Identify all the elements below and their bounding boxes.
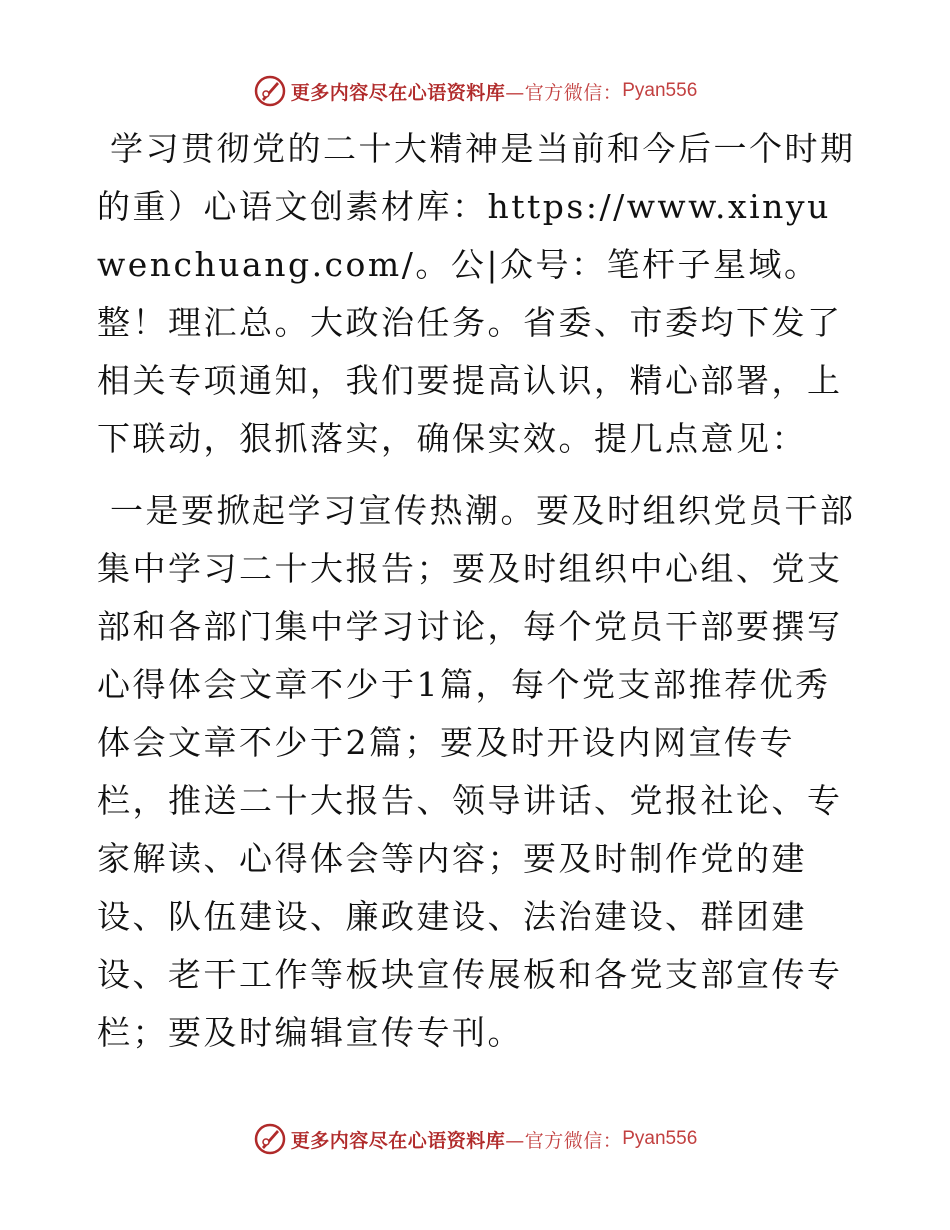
body-paragraph: 学习贯彻党的二十大精神是当前和今后一个时期的重）心语文创素材库：https://www.xinyuwenchuang.com/。公|众号：笔杆子星域。整！理汇总。大政治任务。省委、市委均下发了相关专项通知，我们要提高认识，精心部署，上下联动，狠抓落实，确保实效。提几点意见： — [97, 129, 856, 458]
quill-seal-icon — [253, 1122, 287, 1156]
quill-seal-icon — [253, 74, 287, 108]
watermark-sub-text: —官方微信： — [505, 81, 623, 104]
header-watermark — [0, 71, 950, 111]
watermark-main-text: 更多内容尽在心语资料库 — [290, 81, 506, 104]
watermark-main-text: 更多内容尽在心语资料库 — [290, 1129, 506, 1152]
watermark-sub-text: —官方微信： — [505, 1129, 623, 1152]
document-body — [97, 120, 857, 1062]
watermark-id-text: Pyan556 — [622, 1128, 698, 1149]
watermark-id-text: Pyan556 — [622, 80, 698, 101]
footer-watermark — [0, 1119, 950, 1159]
body-paragraph: 一是要掀起学习宣传热潮。要及时组织党员干部集中学习二十大报告；要及时组织中心组、党支部和各部门集中学习讨论，每个党员干部要撰写心得体会文章不少于1篇，每个党支部推荐优秀体会文章不少于2篇；要及时开设内网宣传专栏，推送二十大报告、领导讲话、党报社论、专家解读、心得体会等内容；要及时制作党的建设、队伍建设、廉政建设、法治建设、群团建设、老干工作等板块宣传展板和各党支部宣传专栏；要及时编辑宣传专刊。 — [97, 491, 856, 1052]
